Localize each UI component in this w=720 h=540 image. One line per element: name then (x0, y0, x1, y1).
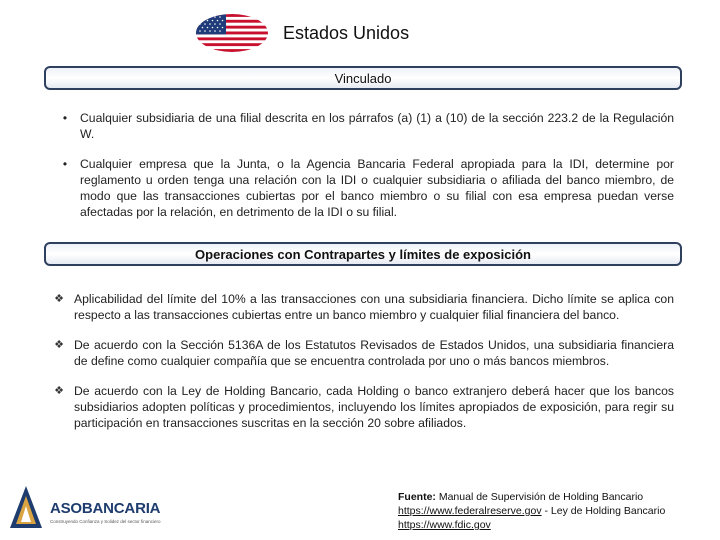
federalreserve-link[interactable]: https://www.federalreserve.gov (398, 505, 542, 517)
diamond-bullet-icon: ❖ (54, 385, 64, 397)
source-text: Manual de Supervisión de Holding Bancario (435, 491, 644, 503)
list-item: ❖ De acuerdo con la Sección 5136A de los Estatutos Revisados de Estados Unidos, una subsidiaria financiera de define como cualquier compañía que se encuentra controlada por uno o más bancos miembros. (52, 337, 674, 369)
operaciones-list (52, 291, 674, 431)
list-item: • Cualquier empresa que la Junta, o la Agencia Bancaria Federal apropiada para la IDI, determine por reglamento u orden tenga una relación con la IDI o cualquier subsidiaria o afiliada del banco miembro, de modo que las transacciones cubiertas por el banco miembro o su filial con esa empresa puedan verse afectadas por la relación, en detrimento de la IDI o su filial. (58, 156, 674, 220)
bullet-icon: • (62, 111, 68, 125)
logo-name: ASOBANCARIA (50, 500, 161, 517)
fdic-link[interactable]: https://www.fdic.gov (398, 519, 491, 531)
logo-emblem-icon (6, 484, 46, 532)
diamond-bullet-icon: ❖ (54, 339, 64, 351)
list-item: • Cualquier subsidiaria de una filial descrita en los párrafos (a) (1) a (10) de la sección 223.2 de la Regulación W. (58, 110, 674, 142)
page-title: Estados Unidos (283, 23, 410, 43)
diamond-bullet-icon: ❖ (54, 293, 64, 305)
source-note (398, 490, 688, 532)
source-label: Fuente: (398, 491, 436, 503)
section-title-operaciones: Operaciones con Contrapartes y límites de exposición (44, 242, 682, 266)
vinculado-list (58, 110, 674, 220)
list-item: ❖ Aplicabilidad del límite del 10% a las transacciones con una subsidiaria financiera. Dicho límite se aplica con respecto a las transacciones cubiertas entre un banco miembro y cualquier filial financiera del banco. (52, 291, 674, 323)
bullet-icon: • (62, 157, 68, 171)
section-title-vinculado: Vinculado (44, 66, 682, 90)
logo-tagline: Construyendo Confianza y Solidez del sector financiero (50, 519, 161, 524)
source-link1-suffix: - Ley de Holding Bancario (541, 505, 666, 517)
list-item: ❖ De acuerdo con la Ley de Holding Bancario, cada Holding o banco extranjero deberá hacer que los bancos subsidiarios adopten políticas y procedimientos, incluyendo los límites apropiados de exposición, para regir su participación en transacciones suscritas en la sección 20 sobre afiliados. (52, 383, 674, 431)
asobancaria-logo (6, 484, 176, 534)
us-flag-icon (196, 14, 268, 52)
page-header (0, 12, 720, 54)
